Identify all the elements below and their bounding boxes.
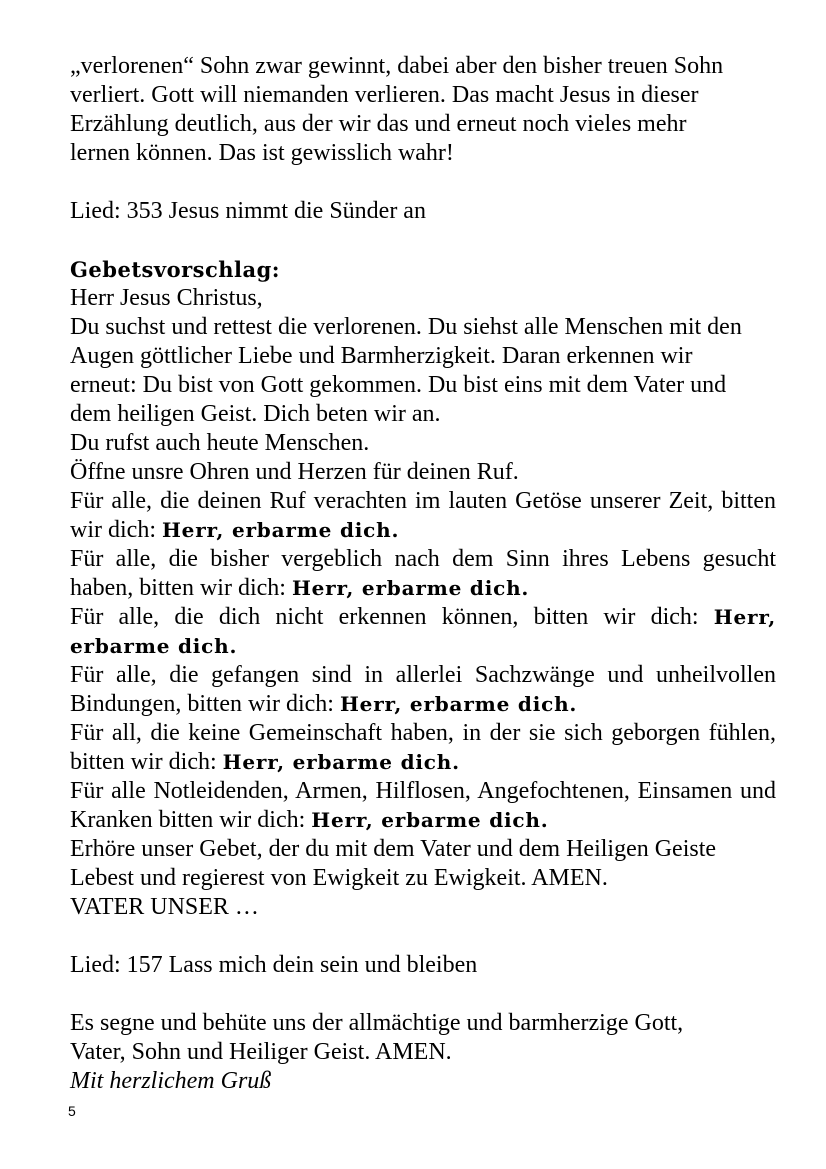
text-line: Erhöre unser Gebet, der du mit dem Vater und dem Heiligen Geiste [70, 836, 717, 862]
intercession-text: Für all, die keine Gemeinschaft haben, in der sie sich geborgen fühlen, bitten wir dich: [70, 720, 776, 775]
congregation-response: Herr, erbarme dich. [161, 518, 400, 542]
congregation-response: Herr, erbarme dich. [311, 808, 549, 832]
blessing [70, 1009, 776, 1067]
prayer-address: Herr Jesus Christus, [70, 285, 263, 311]
text-line: Du suchst und rettest die verlorenen. Du siehst alle Menschen mit den [70, 314, 742, 340]
intercession-text: Für alle, die gefangen sind in allerlei Sachzwänge und unheilvollen Bindungen, bitten wir dich: [70, 662, 776, 717]
song-reference: Lied: 353 Jesus nimmt die Sünder an [70, 198, 426, 224]
text-line: Erzählung deutlich, aus der wir das und erneut noch vieles mehr [70, 111, 687, 137]
text-line: erneut: Du bist von Gott gekommen. Du bist eins mit dem Vater und [70, 372, 727, 398]
text-line: Es segne und behüte uns der allmächtige und barmherzige Gott, [70, 1010, 684, 1036]
text-line: Du rufst auch heute Menschen. [70, 430, 370, 456]
text-line: Vater, Sohn und Heiliger Geist. AMEN. [70, 1039, 452, 1065]
text-line: Augen göttlicher Liebe und Barmherzigkeit. Daran erkennen wir [70, 343, 693, 369]
intercession [70, 777, 776, 835]
text-line: dem heiligen Geist. Dich beten wir an. [70, 401, 441, 427]
intercession [70, 603, 776, 661]
song-reference: Lied: 157 Lass mich dein sein und bleiben [70, 952, 478, 978]
congregation-response: erbarme dich. [70, 634, 238, 658]
intro-paragraph [70, 52, 776, 168]
text-line: „verlorenen“ Sohn zwar gewinnt, dabei aber den bisher treuen Sohn [70, 53, 724, 79]
intercession [70, 545, 776, 603]
intercession-text: Für alle, die bisher vergeblich nach dem Sinn ihres Lebens gesucht haben, bitten wir dich: [70, 546, 776, 601]
text-line: Öffne unsre Ohren und Herzen für deinen Ruf. [70, 459, 519, 485]
text-line: verliert. Gott will niemanden verlieren. Das macht Jesus in dieser [70, 82, 699, 108]
signoff: Mit herzlichem Gruß [70, 1068, 272, 1094]
prayer-heading: Gebetsvorschlag: [70, 257, 281, 282]
congregation-response: Herr, erbarme dich. [291, 576, 530, 600]
text-line: lernen können. Das ist gewisslich wahr! [70, 140, 454, 166]
document-page [70, 52, 776, 1096]
intercession-text: Für alle, die dich nicht erkennen können, bitten wir dich: [70, 604, 699, 630]
prayer-section [70, 255, 776, 922]
intercession [70, 487, 776, 545]
congregation-response: Herr, [713, 605, 776, 629]
lords-prayer: VATER UNSER … [70, 894, 259, 920]
intercession-text: Für alle Notleidenden, Armen, Hilflosen, Angefochtenen, Einsamen und Kranken bitten wir dich: [70, 778, 776, 833]
intercession [70, 719, 776, 777]
congregation-response: Herr, erbarme dich. [222, 750, 460, 774]
intercession-text: Für alle, die deinen Ruf verachten im lauten Getöse unserer Zeit, bitten wir dich: [70, 488, 776, 543]
page-number: 5 [68, 1103, 76, 1119]
intercession [70, 661, 776, 719]
congregation-response: Herr, erbarme dich. [339, 692, 578, 716]
text-line: Lebest und regierest von Ewigkeit zu Ewigkeit. AMEN. [70, 865, 608, 891]
